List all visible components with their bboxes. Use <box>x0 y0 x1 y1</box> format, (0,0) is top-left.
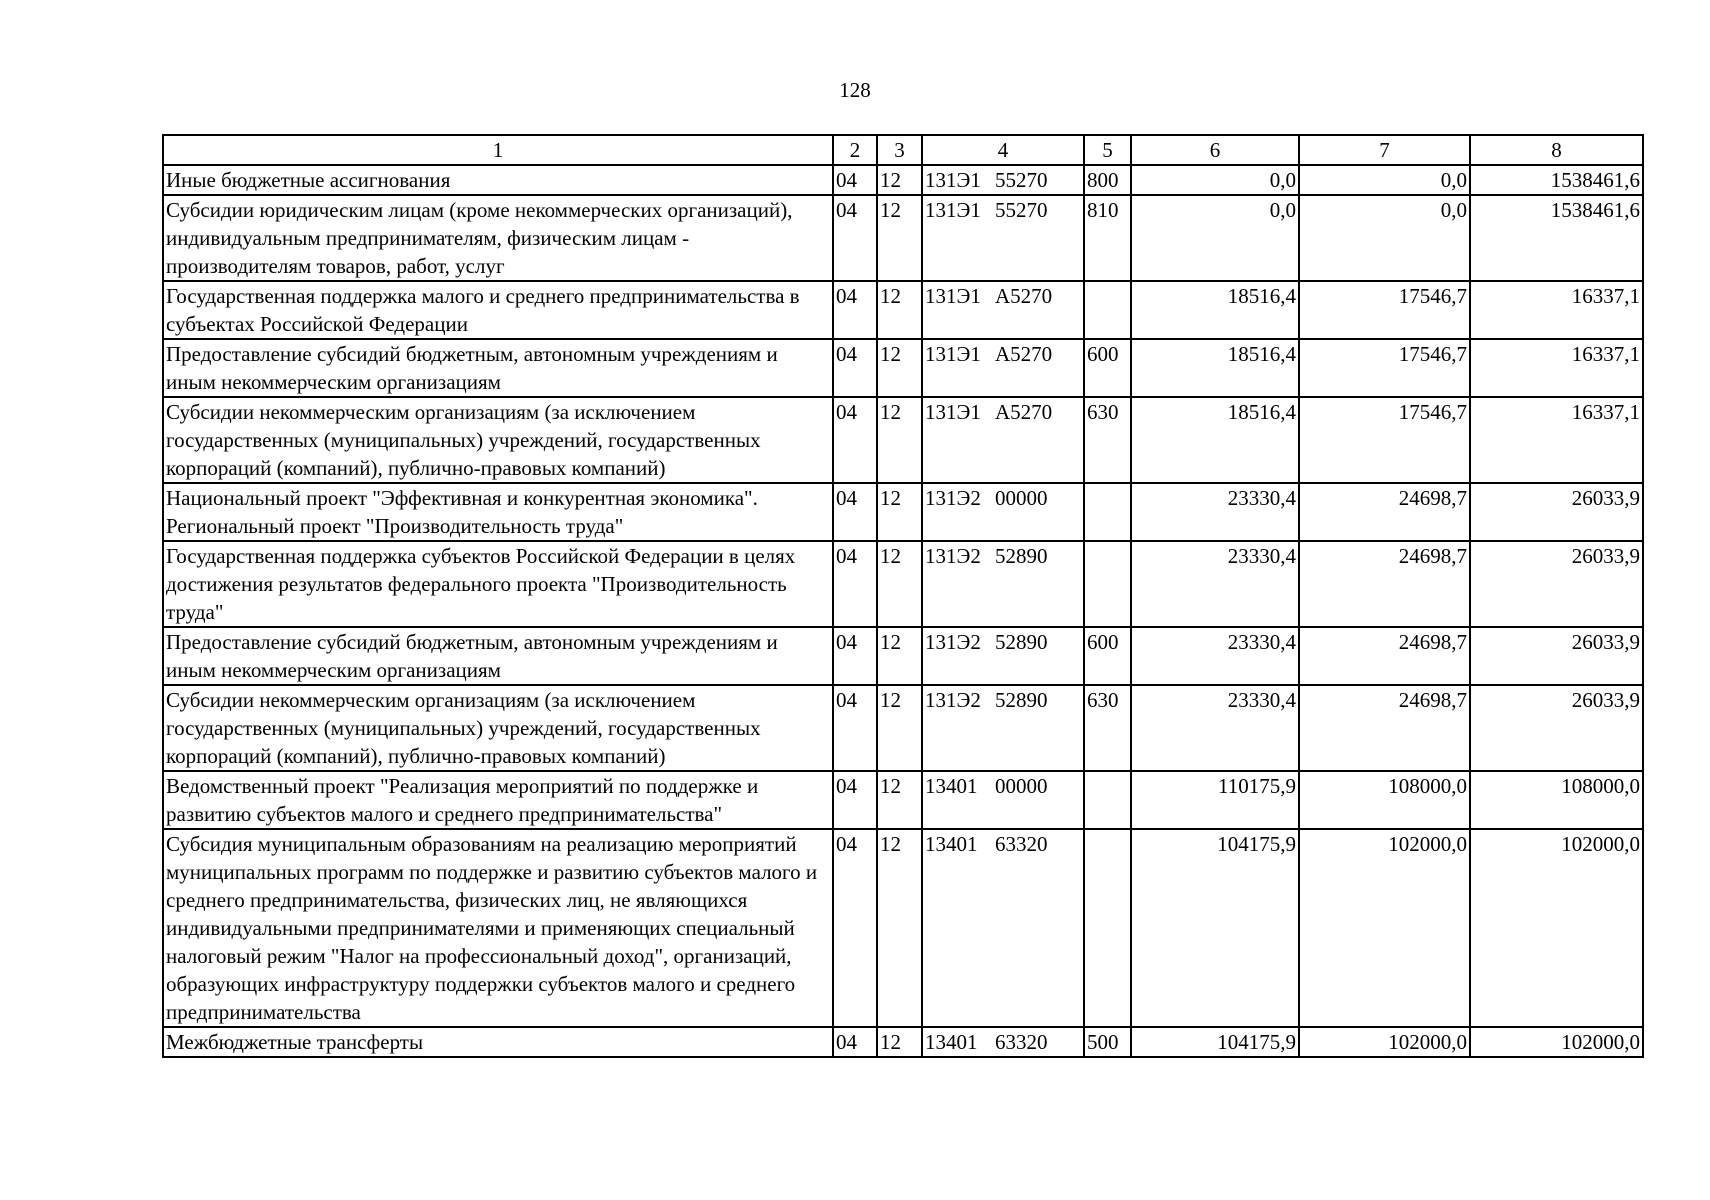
amount-col-8: 16337,1 <box>1470 397 1643 483</box>
table-row <box>163 397 1643 483</box>
expense-type-code: 810 <box>1084 195 1131 281</box>
amount-col-8: 26033,9 <box>1470 685 1643 771</box>
amount-col-6: 0,0 <box>1131 165 1299 195</box>
row-name: Субсидии некоммерческим организациям (за исключением государственных (муниципальных) учреждений, государственных корпораций (компаний), публично-правовых компаний) <box>163 685 833 771</box>
amount-col-8: 16337,1 <box>1470 339 1643 397</box>
table-row <box>163 771 1643 829</box>
target-article-code <box>922 685 1084 771</box>
table-row <box>163 627 1643 685</box>
column-header: 2 <box>833 135 877 165</box>
amount-col-8: 102000,0 <box>1470 829 1643 1027</box>
amount-col-6: 23330,4 <box>1131 483 1299 541</box>
row-name: Субсидии юридическим лицам (кроме некоммерческих организаций), индивидуальным предпринимателям, физическим лицам - производителям товаров, работ, услуг <box>163 195 833 281</box>
amount-col-8: 16337,1 <box>1470 281 1643 339</box>
amount-col-8: 102000,0 <box>1470 1027 1643 1057</box>
target-article-program: 13401 <box>925 1030 978 1054</box>
target-article-program: 131Э2 <box>925 486 981 510</box>
amount-col-7: 0,0 <box>1299 165 1470 195</box>
amount-col-6: 18516,4 <box>1131 397 1299 483</box>
section-code: 04 <box>833 397 877 483</box>
target-article-direction: 00000 <box>995 486 1048 510</box>
page-number: 128 <box>839 78 871 102</box>
row-name: Предоставление субсидий бюджетным, автономным учреждениям и иным некоммерческим организациям <box>163 627 833 685</box>
table-row <box>163 165 1643 195</box>
table-row <box>163 195 1643 281</box>
target-article-code <box>922 627 1084 685</box>
table-row <box>163 281 1643 339</box>
subsection-code: 12 <box>877 339 922 397</box>
target-article-code <box>922 829 1084 1027</box>
target-article-program: 131Э1 <box>925 198 981 222</box>
section-code: 04 <box>833 281 877 339</box>
subsection-code: 12 <box>877 165 922 195</box>
target-article-program: 13401 <box>925 774 978 798</box>
amount-col-6: 23330,4 <box>1131 627 1299 685</box>
amount-col-7: 102000,0 <box>1299 1027 1470 1057</box>
row-name: Ведомственный проект "Реализация мероприятий по поддержке и развитию субъектов малого и среднего предпринимательства" <box>163 771 833 829</box>
amount-col-7: 0,0 <box>1299 195 1470 281</box>
target-article-program: 131Э2 <box>925 688 981 712</box>
target-article-program: 131Э1 <box>925 284 981 308</box>
amount-col-6: 110175,9 <box>1131 771 1299 829</box>
target-article-program: 13401 <box>925 832 978 856</box>
amount-col-7: 102000,0 <box>1299 829 1470 1027</box>
table-row <box>163 339 1643 397</box>
header-row <box>163 135 1643 165</box>
table-row <box>163 685 1643 771</box>
amount-col-8: 1538461,6 <box>1470 195 1643 281</box>
amount-col-8: 26033,9 <box>1470 627 1643 685</box>
amount-col-7: 17546,7 <box>1299 281 1470 339</box>
target-article-code <box>922 397 1084 483</box>
row-name: Национальный проект "Эффективная и конкурентная экономика". Региональный проект "Производительность труда" <box>163 483 833 541</box>
section-code: 04 <box>833 195 877 281</box>
subsection-code: 12 <box>877 685 922 771</box>
amount-col-6: 23330,4 <box>1131 685 1299 771</box>
target-article-program: 131Э2 <box>925 630 981 654</box>
subsection-code: 12 <box>877 627 922 685</box>
target-article-direction: А5270 <box>995 400 1053 424</box>
target-article-direction: 55270 <box>995 198 1048 222</box>
amount-col-6: 0,0 <box>1131 195 1299 281</box>
target-article-program: 131Э1 <box>925 168 981 192</box>
target-article-code <box>922 541 1084 627</box>
amount-col-8: 26033,9 <box>1470 541 1643 627</box>
section-code: 04 <box>833 339 877 397</box>
amount-col-7: 24698,7 <box>1299 627 1470 685</box>
row-name: Межбюджетные трансферты <box>163 1027 833 1057</box>
amount-col-8: 26033,9 <box>1470 483 1643 541</box>
target-article-direction: 55270 <box>995 168 1048 192</box>
subsection-code: 12 <box>877 771 922 829</box>
target-article-direction: А5270 <box>995 284 1053 308</box>
amount-col-6: 18516,4 <box>1131 339 1299 397</box>
target-article-code <box>922 771 1084 829</box>
target-article-code <box>922 165 1084 195</box>
column-header: 1 <box>163 135 833 165</box>
subsection-code: 12 <box>877 1027 922 1057</box>
amount-col-6: 18516,4 <box>1131 281 1299 339</box>
target-article-program: 131Э2 <box>925 544 981 568</box>
column-header: 4 <box>922 135 1084 165</box>
expense-type-code: 500 <box>1084 1027 1131 1057</box>
amount-col-7: 24698,7 <box>1299 541 1470 627</box>
budget-table <box>162 134 1644 1058</box>
row-name: Иные бюджетные ассигнования <box>163 165 833 195</box>
amount-col-6: 104175,9 <box>1131 1027 1299 1057</box>
subsection-code: 12 <box>877 281 922 339</box>
target-article-direction: 52890 <box>995 688 1048 712</box>
expense-type-code <box>1084 771 1131 829</box>
target-article-program: 131Э1 <box>925 400 981 424</box>
target-article-code <box>922 195 1084 281</box>
section-code: 04 <box>833 1027 877 1057</box>
subsection-code: 12 <box>877 397 922 483</box>
section-code: 04 <box>833 483 877 541</box>
subsection-code: 12 <box>877 483 922 541</box>
row-name: Предоставление субсидий бюджетным, автономным учреждениям и иным некоммерческим организациям <box>163 339 833 397</box>
amount-col-8: 1538461,6 <box>1470 165 1643 195</box>
expense-type-code <box>1084 541 1131 627</box>
section-code: 04 <box>833 685 877 771</box>
target-article-direction: 63320 <box>995 1030 1048 1054</box>
row-name: Субсидии некоммерческим организациям (за исключением государственных (муниципальных) учреждений, государственных корпораций (компаний), публично-правовых компаний) <box>163 397 833 483</box>
target-article-direction: А5270 <box>995 342 1053 366</box>
amount-col-6: 104175,9 <box>1131 829 1299 1027</box>
amount-col-7: 24698,7 <box>1299 685 1470 771</box>
column-header: 7 <box>1299 135 1470 165</box>
table-row <box>163 483 1643 541</box>
subsection-code: 12 <box>877 541 922 627</box>
column-header: 3 <box>877 135 922 165</box>
expense-type-code: 600 <box>1084 339 1131 397</box>
section-code: 04 <box>833 627 877 685</box>
section-code: 04 <box>833 541 877 627</box>
row-name: Государственная поддержка малого и среднего предпринимательства в субъектах Российской Федерации <box>163 281 833 339</box>
target-article-direction: 00000 <box>995 774 1048 798</box>
section-code: 04 <box>833 771 877 829</box>
amount-col-8: 108000,0 <box>1470 771 1643 829</box>
target-article-code <box>922 281 1084 339</box>
subsection-code: 12 <box>877 829 922 1027</box>
amount-col-7: 17546,7 <box>1299 339 1470 397</box>
row-name: Субсидия муниципальным образованиям на реализацию мероприятий муниципальных программ по поддержке и развитию субъектов малого и среднего предпринимательства, физических лиц, не являющихся индивидуальными предпринимателями и применяющих специальный налоговый режим "Налог на профессиональный доход", организаций, образующих инфраструктуру поддержки субъектов малого и среднего предпринимательства <box>163 829 833 1027</box>
row-name: Государственная поддержка субъектов Российской Федерации в целях достижения результатов федерального проекта "Производительность труда" <box>163 541 833 627</box>
column-header: 5 <box>1084 135 1131 165</box>
expense-type-code: 800 <box>1084 165 1131 195</box>
target-article-code <box>922 339 1084 397</box>
section-code: 04 <box>833 829 877 1027</box>
amount-col-7: 17546,7 <box>1299 397 1470 483</box>
column-header: 6 <box>1131 135 1299 165</box>
expense-type-code: 630 <box>1084 397 1131 483</box>
amount-col-7: 24698,7 <box>1299 483 1470 541</box>
expense-type-code: 600 <box>1084 627 1131 685</box>
target-article-direction: 52890 <box>995 630 1048 654</box>
expense-type-code <box>1084 483 1131 541</box>
table-row <box>163 1027 1643 1057</box>
target-article-direction: 52890 <box>995 544 1048 568</box>
subsection-code: 12 <box>877 195 922 281</box>
expense-type-code <box>1084 281 1131 339</box>
target-article-code <box>922 483 1084 541</box>
table-row <box>163 829 1643 1027</box>
amount-col-7: 108000,0 <box>1299 771 1470 829</box>
expense-type-code <box>1084 829 1131 1027</box>
table-row <box>163 541 1643 627</box>
column-header: 8 <box>1470 135 1643 165</box>
amount-col-6: 23330,4 <box>1131 541 1299 627</box>
target-article-direction: 63320 <box>995 832 1048 856</box>
target-article-code <box>922 1027 1084 1057</box>
section-code: 04 <box>833 165 877 195</box>
expense-type-code: 630 <box>1084 685 1131 771</box>
target-article-program: 131Э1 <box>925 342 981 366</box>
